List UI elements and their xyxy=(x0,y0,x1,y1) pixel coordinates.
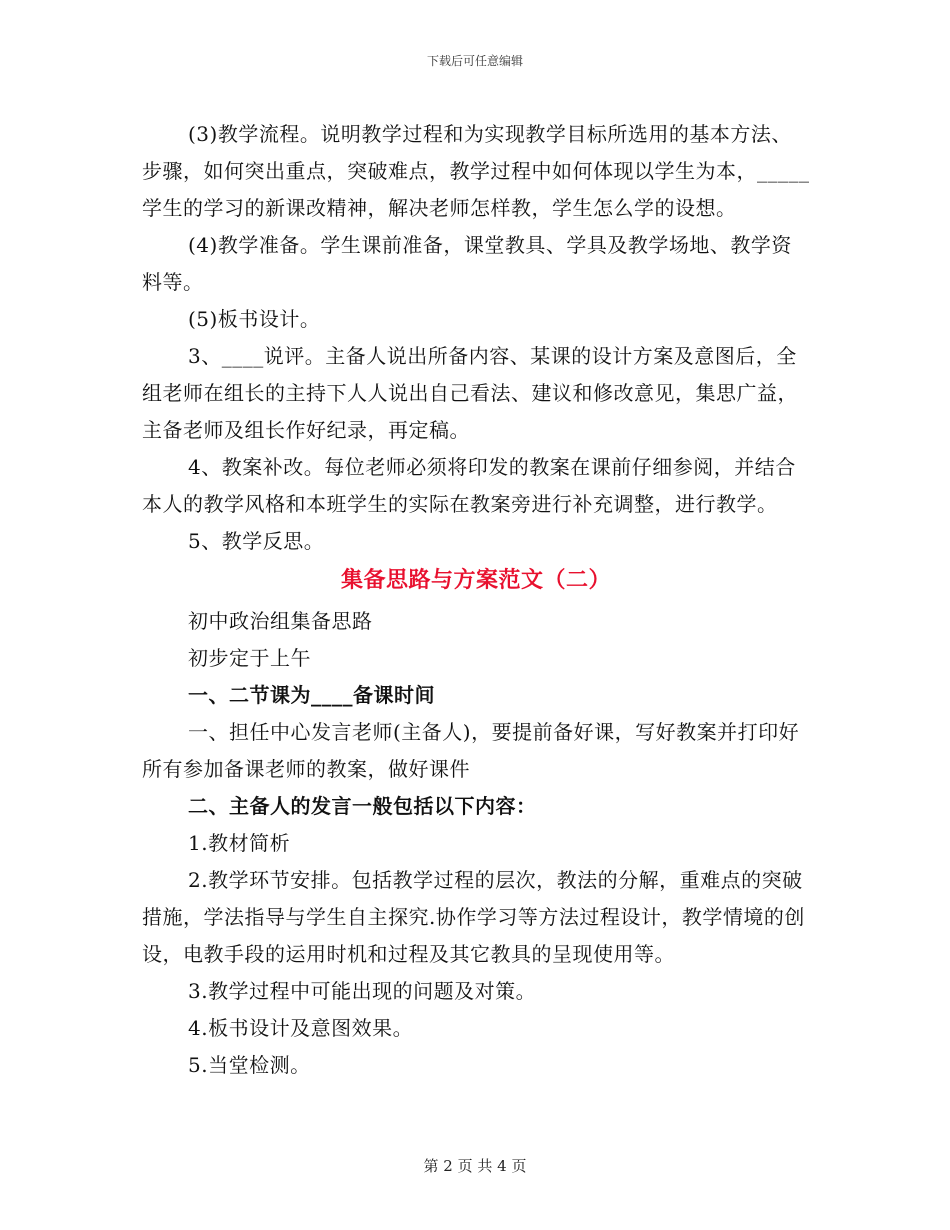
list-item: 1.教材简析 xyxy=(188,831,291,855)
paragraph: (5)板书设计。 xyxy=(188,307,321,331)
section-title: 集备思路与方案范文（二） xyxy=(340,567,611,593)
paragraph: 4、教案补改。每位老师必须将印发的教案在课前仔细参阅，并结合本人的教学风格和本班学生的实际在教案旁进行补充调整，进行教学。 xyxy=(142,455,796,516)
paragraph: 3、____说评。主备人说出所备内容、某课的设计方案及意图后，全组老师在组长的主持下人人说出自己看法、建议和修改意见，集思广益，主备老师及组长作好纪录，再定稿。 xyxy=(142,344,798,442)
paragraph: (3)教学流程。说明教学过程和为实现教学目标所选用的基本方法、步骤，如何突出重点，突破难点，教学过程中如何体现以学生为本，_____学生的学习的新课改精神，解决老师怎样教，学生怎么学的设想。 xyxy=(142,122,810,220)
list-item: 4.板书设计及意图效果。 xyxy=(188,1016,414,1040)
paragraph: 初中政治组集备思路 xyxy=(188,609,373,633)
list-item: 2.教学环节安排。包括教学过程的层次，教法的分解，重难点的突破措施，学法指导与学生自主探究.协作学习等方法过程设计，教学情境的创设，电教手段的运用时机和过程及其它教具的呈现使用等。 xyxy=(142,868,805,966)
paragraph: 一、担任中心发言老师(主备人)，要提前备好课，写好教案并打印好所有参加备课老师的教案，做好课件 xyxy=(142,720,800,781)
paragraph: 初步定于上午 xyxy=(188,646,311,670)
list-item: 5.当堂检测。 xyxy=(188,1053,311,1077)
document-body xyxy=(142,116,810,1084)
paragraph: 5、教学反思。 xyxy=(188,529,325,553)
paragraph: (4)教学准备。学生课前准备，课堂教具、学具及教学场地、教学资料等。 xyxy=(142,233,792,294)
subheading: 一、二节课为____备课时间 xyxy=(188,683,435,707)
header-note: 下载后可任意编辑 xyxy=(426,54,523,68)
list-item: 3.教学过程中可能出现的问题及对策。 xyxy=(188,979,537,1003)
subheading: 二、主备人的发言一般包括以下内容： xyxy=(188,794,537,818)
page-number: 第 2 页 共 4 页 xyxy=(423,1157,527,1175)
